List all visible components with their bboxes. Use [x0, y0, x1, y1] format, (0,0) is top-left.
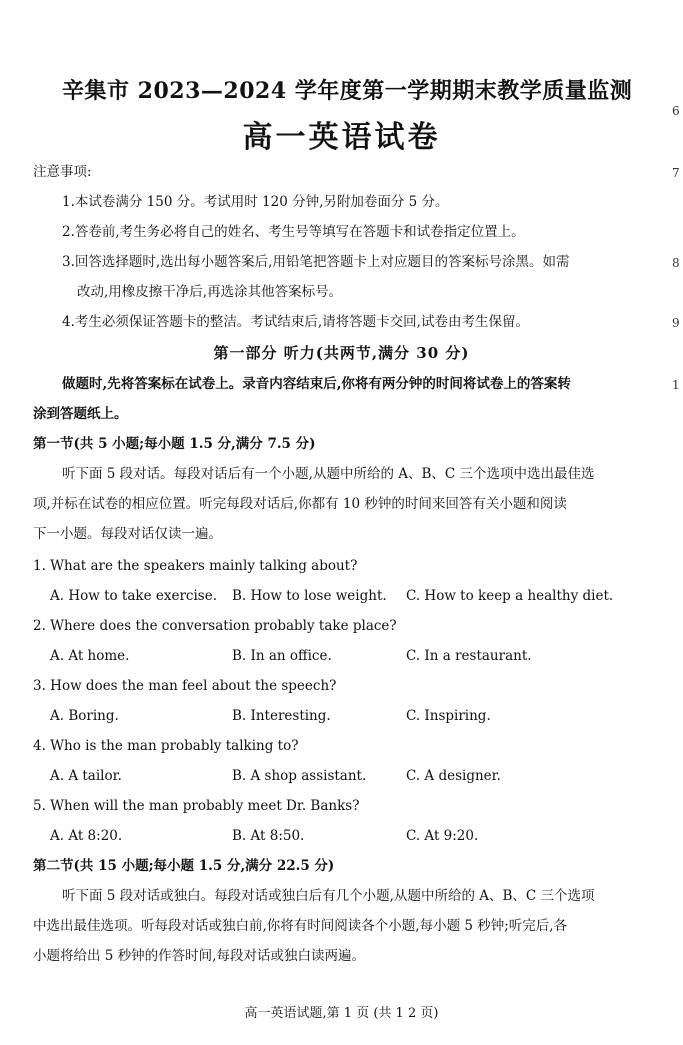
option-a: A. At 8:20. [50, 828, 123, 844]
section2-heading: 第二节(共 15 小题;每小题 1.5 分,满分 22.5 分) [33, 858, 335, 874]
option-b: B. In an office. [232, 648, 332, 664]
option-c: C. A designer. [406, 768, 501, 784]
exam-subtitle: 高一英语试卷 [242, 120, 441, 155]
option-a: A. How to take exercise. [50, 588, 217, 604]
option-c: C. In a restaurant. [406, 648, 532, 664]
option-a: A. Boring. [50, 708, 119, 724]
option-c: C. At 9:20. [406, 828, 479, 844]
part1-instruction: 做题时,先将答案标在试卷上。录音内容结束后,你将有两分钟的时间将试卷上的答案转 [62, 376, 571, 392]
option-b: B. How to lose weight. [232, 588, 387, 604]
notice-item: 3.回答选择题时,选出每小题答案后,用铅笔把答题卡上对应题目的答案标号涂黑。如需 [62, 254, 570, 270]
section2-desc: 小题将给出 5 秒钟的作答时间,每段对话或独白读两遍。 [33, 948, 365, 964]
part1-instruction: 涂到答题纸上。 [33, 406, 128, 422]
notice-heading: 注意事项: [33, 164, 92, 180]
section2-desc: 中选出最佳选项。听每段对话或独白前,你将有时间阅读各个小题,每小题 5 秒钟;听完后,各 [33, 918, 568, 934]
edge-mark: 9 [672, 316, 680, 330]
section1-desc: 项,并标在试卷的相应位置。听完每段对话后,你都有 10 秒钟的时间来回答有关小题和阅读 [33, 496, 567, 512]
notice-item: 4.考生必须保证答题卡的整洁。考试结束后,请将答题卡交回,试卷由考生保留。 [62, 314, 529, 330]
edge-mark: 8 [672, 256, 680, 270]
page-footer: 高一英语试题,第 1 页 (共 1 2 页) [244, 1006, 439, 1021]
section1-desc: 听下面 5 段对话。每段对话后有一个小题,从题中所给的 A、B、C 三个选项中选出最佳选 [62, 466, 595, 482]
notice-item: 1.本试卷满分 150 分。考试用时 120 分钟,另附加卷面分 5 分。 [62, 194, 449, 210]
option-a: A. At home. [50, 648, 130, 664]
question-text: 1. What are the speakers mainly talking about? [33, 558, 358, 574]
edge-mark: 7 [672, 166, 680, 180]
option-c: C. Inspiring. [406, 708, 491, 724]
exam-title: 辛集市 2023—2024 学年度第一学期期末教学质量监测 [62, 78, 633, 104]
option-b: B. A shop assistant. [232, 768, 367, 784]
part1-title: 第一部分 听力(共两节,满分 30 分) [213, 344, 470, 362]
question-text: 4. Who is the man probably talking to? [33, 738, 299, 754]
question-text: 2. Where does the conversation probably take place? [33, 618, 397, 634]
question-text: 3. How does the man feel about the speech? [33, 678, 337, 694]
notice-item: 2.答卷前,考生务必将自己的姓名、考生号等填写在答题卡和试卷指定位置上。 [62, 224, 525, 240]
option-c: C. How to keep a healthy diet. [406, 588, 614, 604]
section1-desc: 下一小题。每段对话仅读一遍。 [33, 526, 222, 542]
option-b: B. Interesting. [232, 708, 331, 724]
option-a: A. A tailor. [50, 768, 122, 784]
option-b: B. At 8:50. [232, 828, 305, 844]
section1-heading: 第一节(共 5 小题;每小题 1.5 分,满分 7.5 分) [33, 436, 316, 452]
edge-mark: 6 [672, 104, 680, 118]
notice-item: 改动,用橡皮擦干净后,再选涂其他答案标号。 [77, 284, 343, 300]
edge-mark: 1 [672, 378, 680, 392]
question-text: 5. When will the man probably meet Dr. Banks? [33, 798, 360, 814]
section2-desc: 听下面 5 段对话或独白。每段对话或独白后有几个小题,从题中所给的 A、B、C 三个选项 [62, 888, 595, 904]
